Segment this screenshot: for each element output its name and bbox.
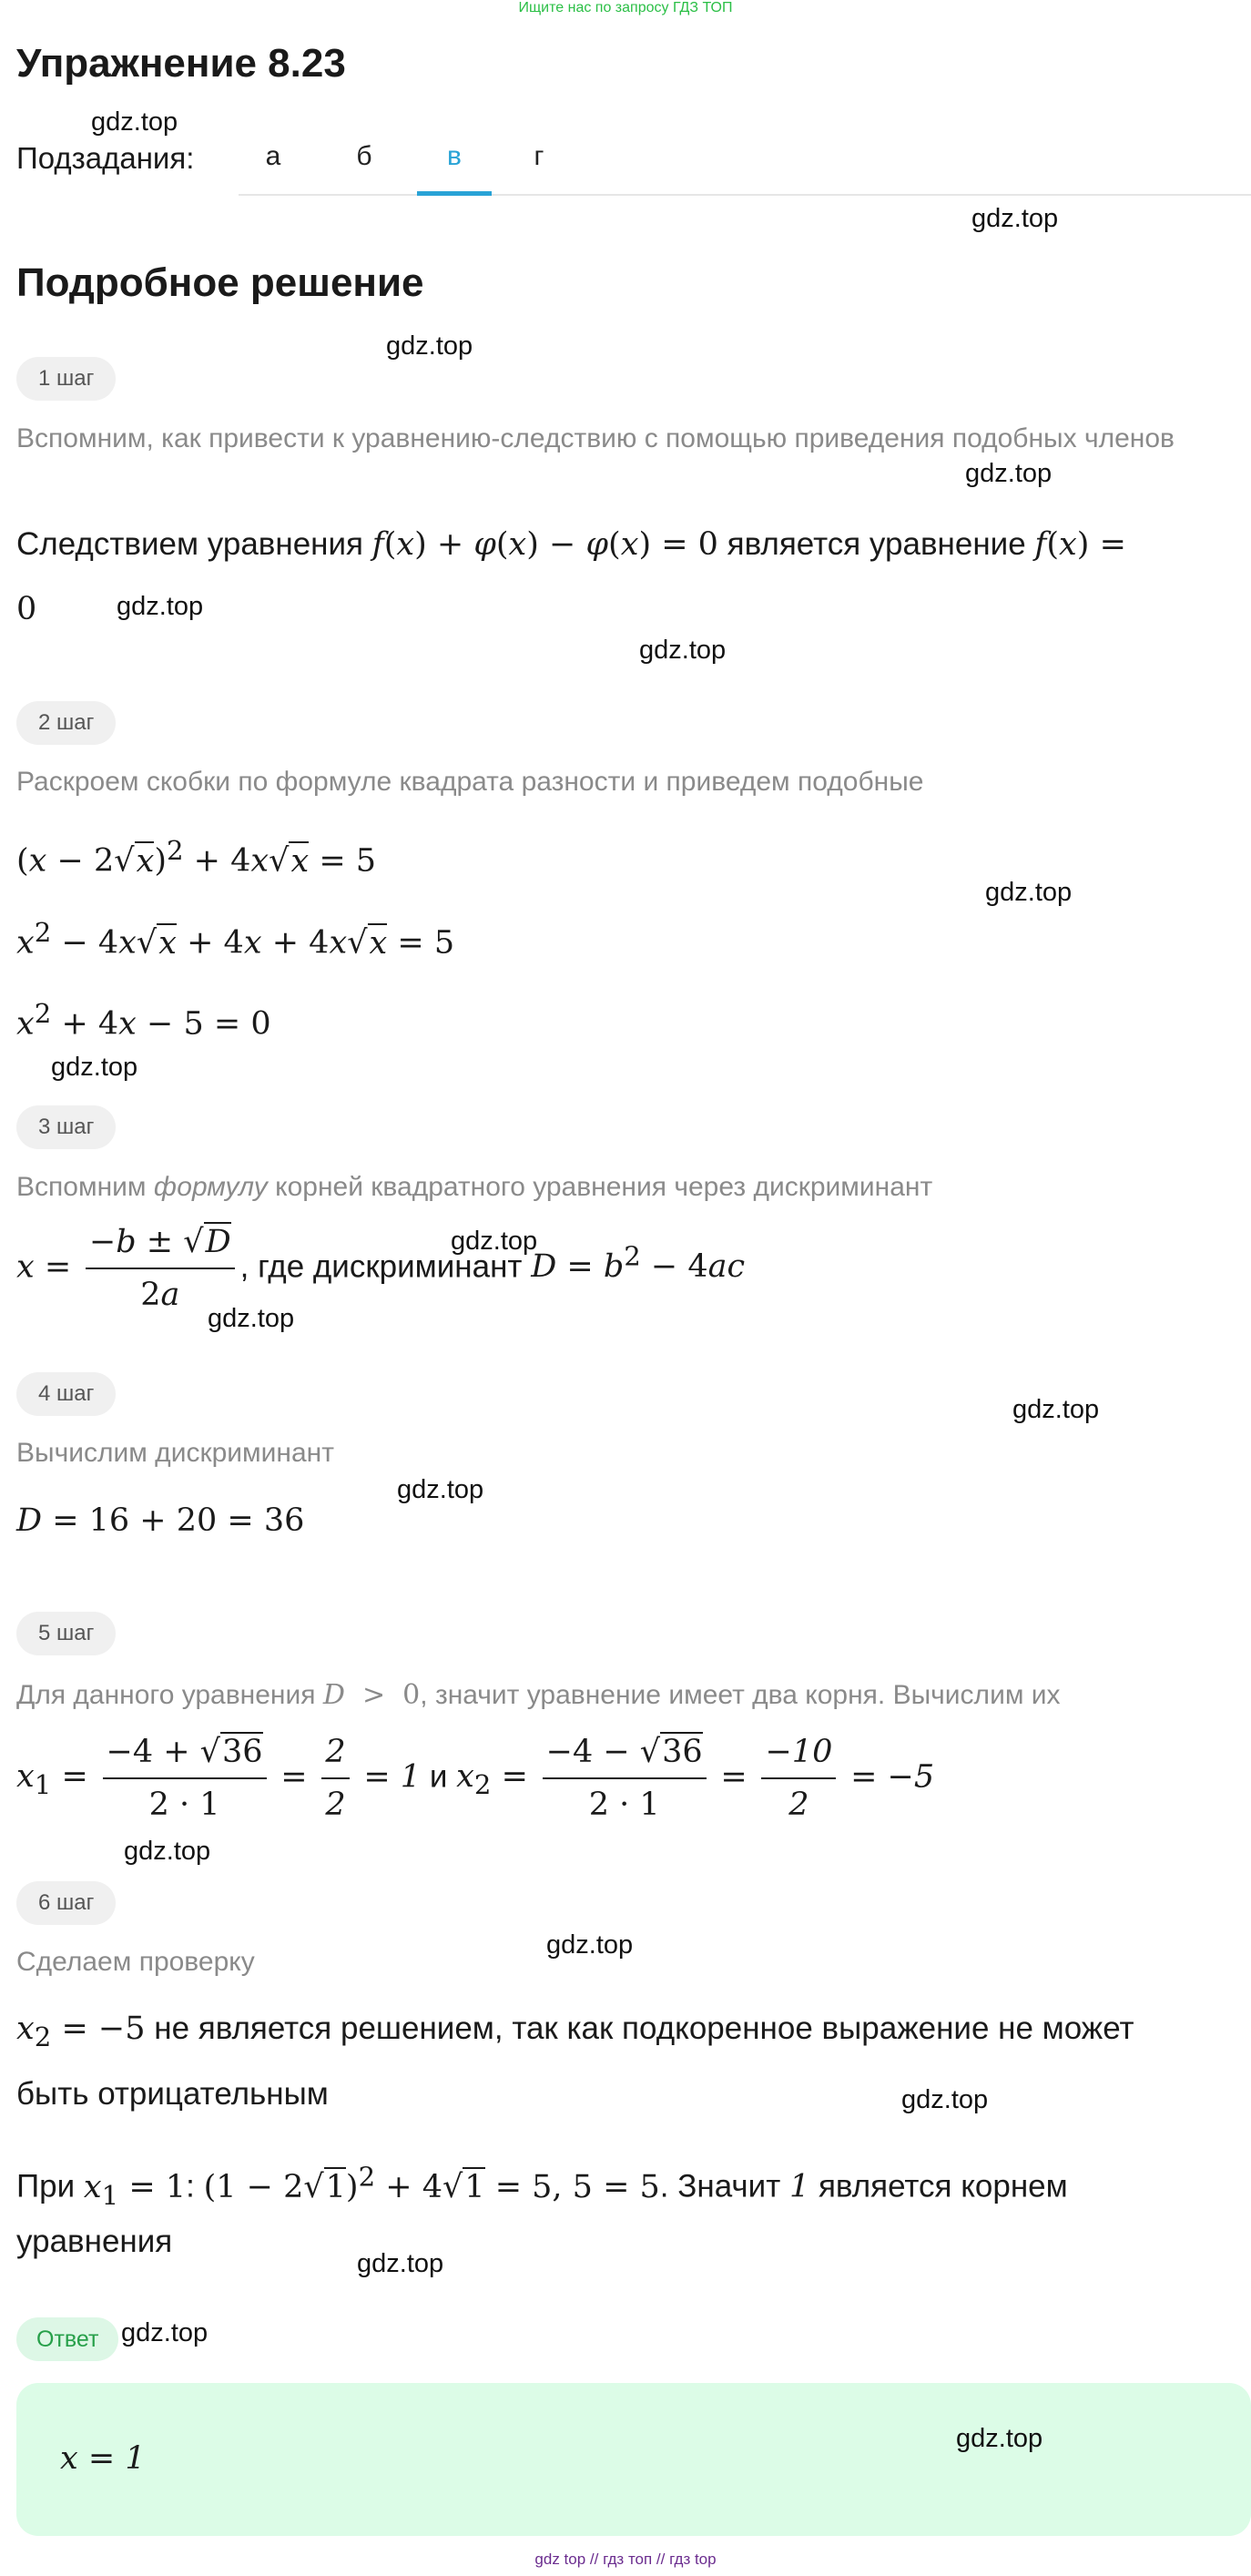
watermark: gdz.top <box>965 459 1053 488</box>
footer-links[interactable]: gdz top // гдз топ // гдз top <box>534 2551 717 2568</box>
step-1-hint: Вспомним, как привести к уравнению-следствию с помощью приведения подобных членов <box>16 423 1175 453</box>
subtasks-label: Подзадания: <box>16 141 195 175</box>
watermark: gdz.top <box>117 592 204 621</box>
step-1-equation: f(x) + φ(x) − φ(x) = 0 <box>371 526 718 563</box>
watermark: gdz.top <box>357 2249 444 2278</box>
step-6-line-4: уравнения <box>16 2224 173 2259</box>
step-2-eq-2: $x^2 - 4x√x + 4x + 4x√x = 5$ <box>16 917 455 962</box>
step-1-line <box>16 523 1126 566</box>
tab-g[interactable]: г <box>534 141 544 171</box>
section-title: Подробное решение <box>16 260 424 305</box>
step-5-roots: $x_1$ = $\frac{-4 + √36}{2 \cdot 1}$ = $\frac{2}{2}$ = 1 и $x_2$ = $\frac{-4 - √36}{2 \cdot 1}$ = $\frac{-10}{2}$ = −5 <box>16 1730 934 1827</box>
tabs-divider <box>239 194 1251 196</box>
top-banner: Ищите нас по запросу ГДЗ ТОП <box>518 0 733 15</box>
watermark: gdz.top <box>1012 1395 1100 1424</box>
watermark: gdz.top <box>985 878 1073 907</box>
step-3-hint: Вспомним формулу корней квадратного уравнения через дискриминант <box>16 1172 933 1202</box>
page-title: Упражнение 8.23 <box>16 41 346 86</box>
step-6-hint: Сделаем проверку <box>16 1947 255 1977</box>
watermark: gdz.top <box>971 204 1059 233</box>
step-2-hint: Раскроем скобки по формуле квадрата разности и приведем подобные <box>16 767 924 797</box>
tab-b[interactable]: б <box>356 141 372 171</box>
watermark: gdz.top <box>451 1227 538 1256</box>
step-4-equation: D = 16 + 20 = 36 <box>16 1502 305 1539</box>
step-5-text-and: и <box>429 1758 448 1795</box>
step-2-eq-1: $(x - 2√x)^2 + 4x√x = 5$ <box>16 835 377 880</box>
step-6-badge: 6 шаг <box>16 1881 116 1925</box>
step-3-hint-emphasis: формулу <box>153 1172 268 1202</box>
step-1-zero: 0 <box>16 591 37 627</box>
answer-value: x = 1 <box>60 2440 146 2477</box>
step-2-eq-3: $x^2 + 4x - 5 = 0$ <box>16 998 271 1043</box>
step-1-badge: 1 шаг <box>16 357 116 401</box>
watermark: gdz.top <box>901 2085 989 2114</box>
tab-a[interactable]: а <box>265 141 281 171</box>
answer-badge: Ответ <box>16 2317 118 2361</box>
step-6-line-1: $x_2 = -5$ не является решением, так как подкоренное выражение не может <box>16 2011 1134 2052</box>
watermark: gdz.top <box>386 331 473 361</box>
watermark: gdz.top <box>397 1475 484 1504</box>
tab-v[interactable]: в <box>447 141 462 171</box>
step-2-badge: 2 шаг <box>16 701 116 745</box>
step-6-line-3: При $x_1 = 1$: $(1 - 2√1)^2 + 4√1 = 5$, 5 = 5. Значит 1 является корнем <box>16 2161 1068 2211</box>
watermark: gdz.top <box>639 636 727 665</box>
watermark: gdz.top <box>91 107 178 137</box>
step-5-condition: D > 0 <box>322 1679 421 1711</box>
step-5-badge: 5 шаг <box>16 1612 116 1655</box>
step-1-text-b: является уравнение <box>727 526 1026 562</box>
watermark: gdz.top <box>208 1304 295 1333</box>
step-5-hint: Для данного уравнения D > 0, значит уравнение имеет два корня. Вычислим их <box>16 1679 1061 1711</box>
answer-box <box>16 2383 1251 2536</box>
step-3-text-where: , где дискриминант <box>239 1248 523 1285</box>
step-3-badge: 3 шаг <box>16 1105 116 1149</box>
discriminant-formula: $D = b^2 - 4ac$ <box>531 1240 746 1286</box>
step-1-text-a: Следствием уравнения <box>16 526 364 562</box>
active-tab-indicator <box>417 191 492 196</box>
watermark: gdz.top <box>121 2318 208 2347</box>
step-6-line-2: быть отрицательным <box>16 2076 329 2112</box>
root-formula-fraction: $\frac{-b \pm √D}{2a}$ <box>86 1220 235 1317</box>
step-3-formula: x = $\frac{-b \pm √D}{2a}$ , где дискриминант $D = b^2 - 4ac$ <box>16 1220 745 1317</box>
watermark: gdz.top <box>546 1930 634 1960</box>
watermark: gdz.top <box>124 1837 211 1866</box>
step-4-hint: Вычислим дискриминант <box>16 1438 334 1468</box>
watermark: gdz.top <box>956 2424 1043 2453</box>
watermark: gdz.top <box>51 1053 138 1082</box>
step-1-consequence: f(x) = <box>1034 526 1126 563</box>
step-4-badge: 4 шаг <box>16 1372 116 1416</box>
